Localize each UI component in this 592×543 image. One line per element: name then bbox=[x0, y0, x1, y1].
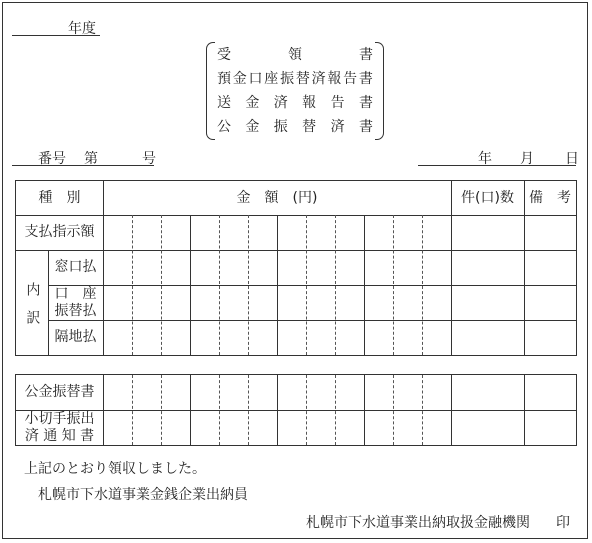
document-title bbox=[206, 42, 384, 140]
header-type: 種 別 bbox=[38, 189, 81, 206]
title-char: 領 bbox=[288, 47, 302, 63]
breakdown-table bbox=[15, 180, 577, 356]
title-char: 済 bbox=[273, 95, 288, 111]
row-remote: 隔地払 bbox=[54, 329, 97, 346]
date-month: 月 bbox=[520, 151, 534, 167]
receipt-statement: 上記のとおり領収しました。 bbox=[24, 461, 206, 477]
title-receipt bbox=[217, 44, 373, 64]
public-funds-table bbox=[15, 374, 577, 446]
title-char: 受 bbox=[217, 47, 231, 63]
number-line bbox=[12, 165, 154, 166]
header-count: 件(口)数 bbox=[461, 189, 514, 206]
header-remarks: 備 考 bbox=[529, 189, 571, 206]
title-account-transfer-report bbox=[217, 68, 373, 88]
title-char: 済 bbox=[311, 71, 326, 87]
row-account-transfer-line1: 口 座 bbox=[54, 285, 97, 302]
cashier-name: 札幌市下水道事業金銭企業出納員 bbox=[38, 487, 248, 503]
title-remittance-report bbox=[217, 92, 373, 112]
title-char: 振 bbox=[273, 119, 288, 135]
row-window: 窓口払 bbox=[54, 259, 97, 276]
row-check-notice-line1: 小切手振出 bbox=[24, 410, 95, 427]
fiscal-year-label: 年度 bbox=[68, 21, 96, 37]
title-public-fund-transfer bbox=[217, 116, 373, 136]
title-char: 金 bbox=[245, 119, 260, 135]
title-char: 公 bbox=[217, 119, 231, 135]
title-bracket-left bbox=[206, 42, 215, 140]
title-char: 送 bbox=[217, 95, 231, 111]
seal-mark: 印 bbox=[556, 515, 570, 531]
number-label: 番号 bbox=[38, 151, 66, 167]
title-char: 告 bbox=[330, 95, 345, 111]
number-dai: 第 bbox=[84, 151, 98, 167]
title-char: 書 bbox=[358, 95, 373, 111]
breakdown-label: 内 訳 bbox=[24, 281, 41, 324]
row-account-transfer-line2: 振替払 bbox=[54, 302, 97, 319]
title-char: 口 bbox=[248, 71, 263, 87]
header-amount: 金 額 (円) bbox=[236, 189, 318, 206]
title-char: 振 bbox=[280, 71, 295, 87]
row-payment-order: 支払指示額 bbox=[24, 224, 95, 241]
title-char: 替 bbox=[295, 71, 310, 87]
date-year: 年 bbox=[478, 151, 492, 167]
bank-name: 札幌市下水道事業出納取扱金融機関 bbox=[306, 515, 530, 531]
date-line bbox=[418, 165, 576, 166]
row-check-notice bbox=[16, 410, 103, 445]
title-char: 預 bbox=[217, 71, 231, 87]
title-char: 座 bbox=[264, 71, 279, 87]
number-go: 号 bbox=[142, 151, 156, 167]
title-char: 書 bbox=[358, 71, 373, 87]
title-char: 済 bbox=[330, 119, 345, 135]
title-char: 書 bbox=[359, 47, 373, 63]
title-char: 替 bbox=[302, 119, 317, 135]
date-day: 日 bbox=[565, 151, 579, 167]
title-char: 報 bbox=[327, 71, 342, 87]
title-char: 金 bbox=[245, 95, 260, 111]
title-char: 報 bbox=[302, 95, 317, 111]
row-account-transfer bbox=[48, 285, 103, 320]
row-check-notice-line2: 済 通 知 書 bbox=[24, 427, 95, 444]
row-public-transfer: 公金振替書 bbox=[24, 384, 95, 401]
title-char: 告 bbox=[343, 71, 358, 87]
title-bracket-right bbox=[375, 42, 384, 140]
title-char: 金 bbox=[232, 71, 247, 87]
title-char: 書 bbox=[358, 119, 373, 135]
